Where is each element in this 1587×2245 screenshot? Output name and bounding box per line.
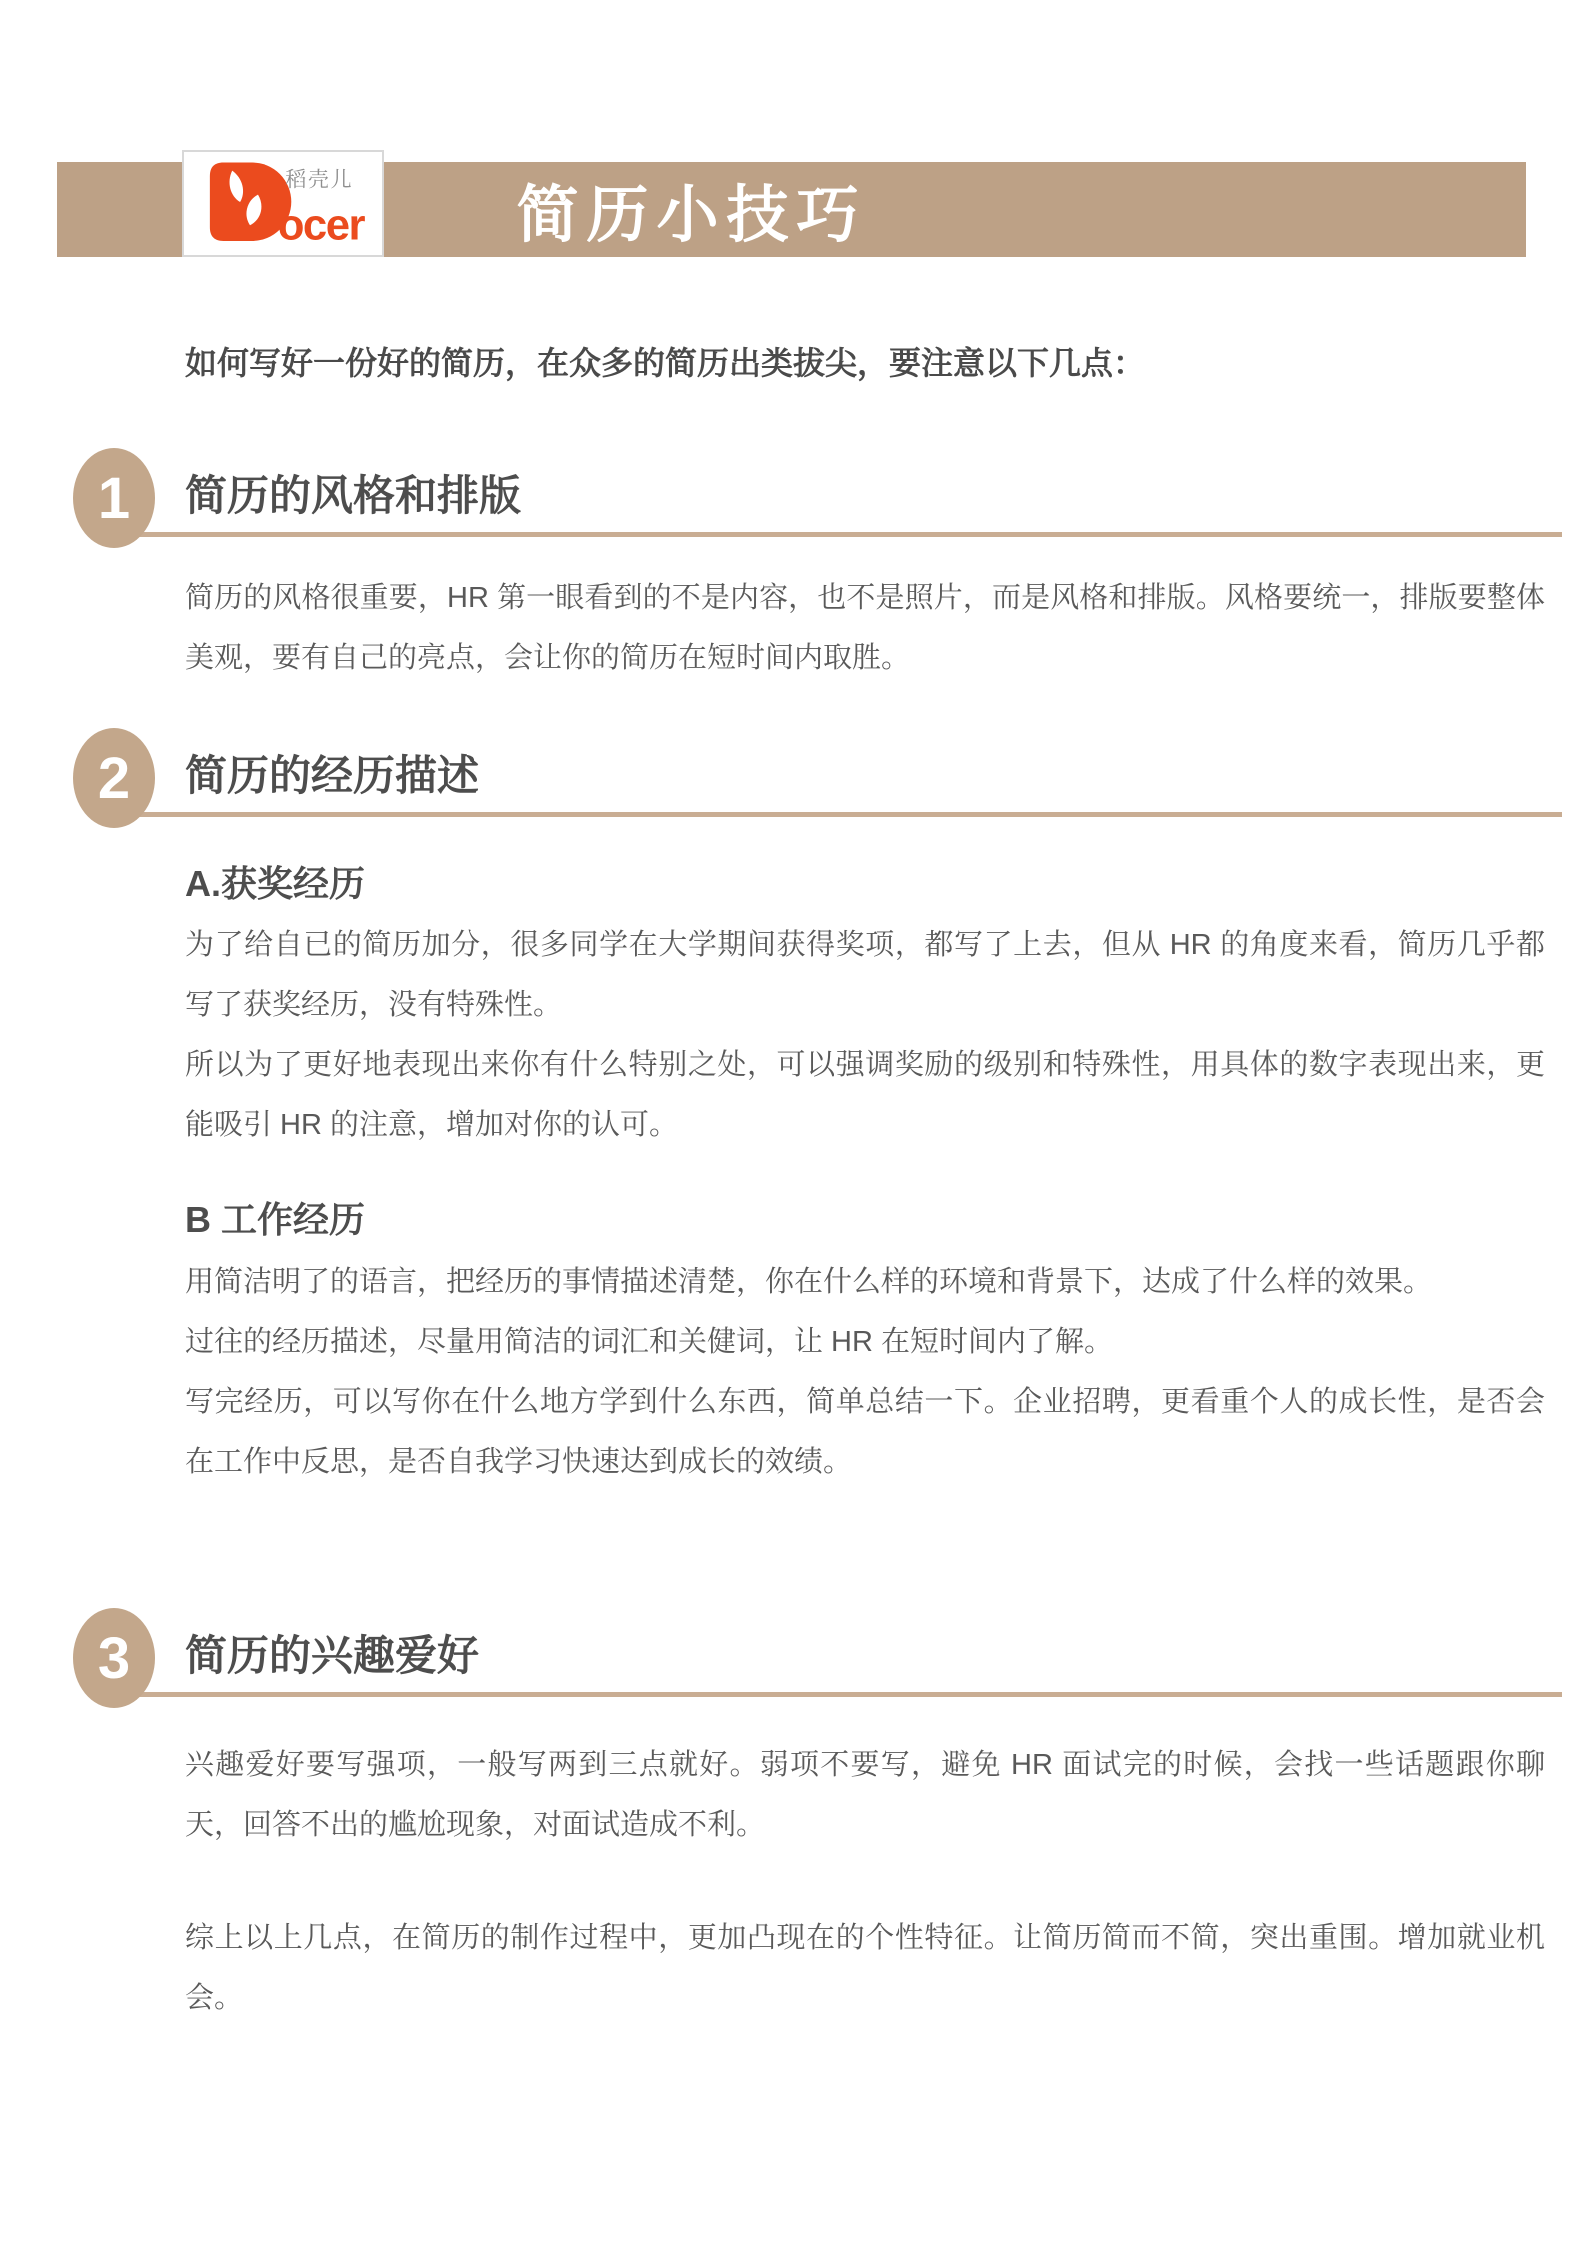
section-2-header (57, 728, 1562, 828)
section-2-number-badge: 2 (73, 728, 155, 828)
section-3-body (185, 1735, 1545, 1855)
section-1-number-badge: 1 (73, 448, 155, 548)
section-3-header (57, 1608, 1562, 1708)
paragraph: 所以为了更好地表现出来你有什么特别之处，可以强调奖励的级别和特殊性，用具体的数字表现出来，更能吸引 HR 的注意，增加对你的认可。 (185, 1049, 1545, 1141)
logo-en-name: ocer (277, 199, 365, 249)
intro-text: 如何写好一份好的简历，在众多的简历出类拔尖，要注意以下几点： (185, 345, 1146, 381)
section-2-title: 简历的经历描述 (185, 752, 480, 799)
subsection-a-title: A.获奖经历 (185, 863, 366, 904)
subsection-b-body (185, 1252, 1545, 1492)
header-banner (57, 162, 1526, 257)
conclusion-text: 综上以上几点，在简历的制作过程中，更加凸现在的个性特征。让简历简而不简，突出重围。增加就业机会。 (185, 1922, 1545, 2014)
section-1-body (185, 568, 1545, 688)
section-3-title: 简历的兴趣爱好 (185, 1632, 480, 1679)
paragraph: 过往的经历描述，尽量用简洁的词汇和关健词，让 HR 在短时间内了解。 (185, 1326, 1114, 1358)
section-3-number-badge: 3 (73, 1608, 155, 1708)
conclusion-block (185, 1908, 1545, 2028)
section-1-title: 简历的风格和排版 (185, 472, 522, 519)
subsection-a-body (185, 915, 1545, 1155)
paragraph: 为了给自已的简历加分，很多同学在大学期间获得奖项，都写了上去，但从 HR 的角度来看，简历几乎都写了获奖经历，没有特殊性。 (185, 929, 1545, 1021)
paragraph: 用简洁明了的语言，把经历的事情描述清楚，你在什么样的环境和背景下，达成了什么样的效果。 (185, 1266, 1433, 1298)
paragraph: 简历的风格很重要，HR 第一眼看到的不是内容，也不是照片，而是风格和排版。风格要统一，排版要整体美观，要有自己的亮点，会让你的简历在短时间内取胜。 (185, 582, 1545, 674)
docer-logo-graphic (188, 155, 378, 253)
section-1-header (57, 448, 1562, 548)
subsection-b-title: B 工作经历 (185, 1199, 366, 1240)
logo-cn-name: 稻壳儿 (285, 168, 354, 192)
paragraph: 兴趣爱好要写强项，一般写两到三点就好。弱项不要写，避免 HR 面试完的时候，会找一些话题跟你聊天，回答不出的尴尬现象，对面试造成不利。 (185, 1749, 1545, 1841)
paragraph: 写完经历，可以写你在什么地方学到什么东西，简单总结一下。企业招聘，更看重个人的成长性，是否会在工作中反思，是否自我学习快速达到成长的效绩。 (185, 1386, 1545, 1478)
docer-logo (182, 150, 384, 257)
page-title: 简历小技巧 (516, 181, 867, 250)
